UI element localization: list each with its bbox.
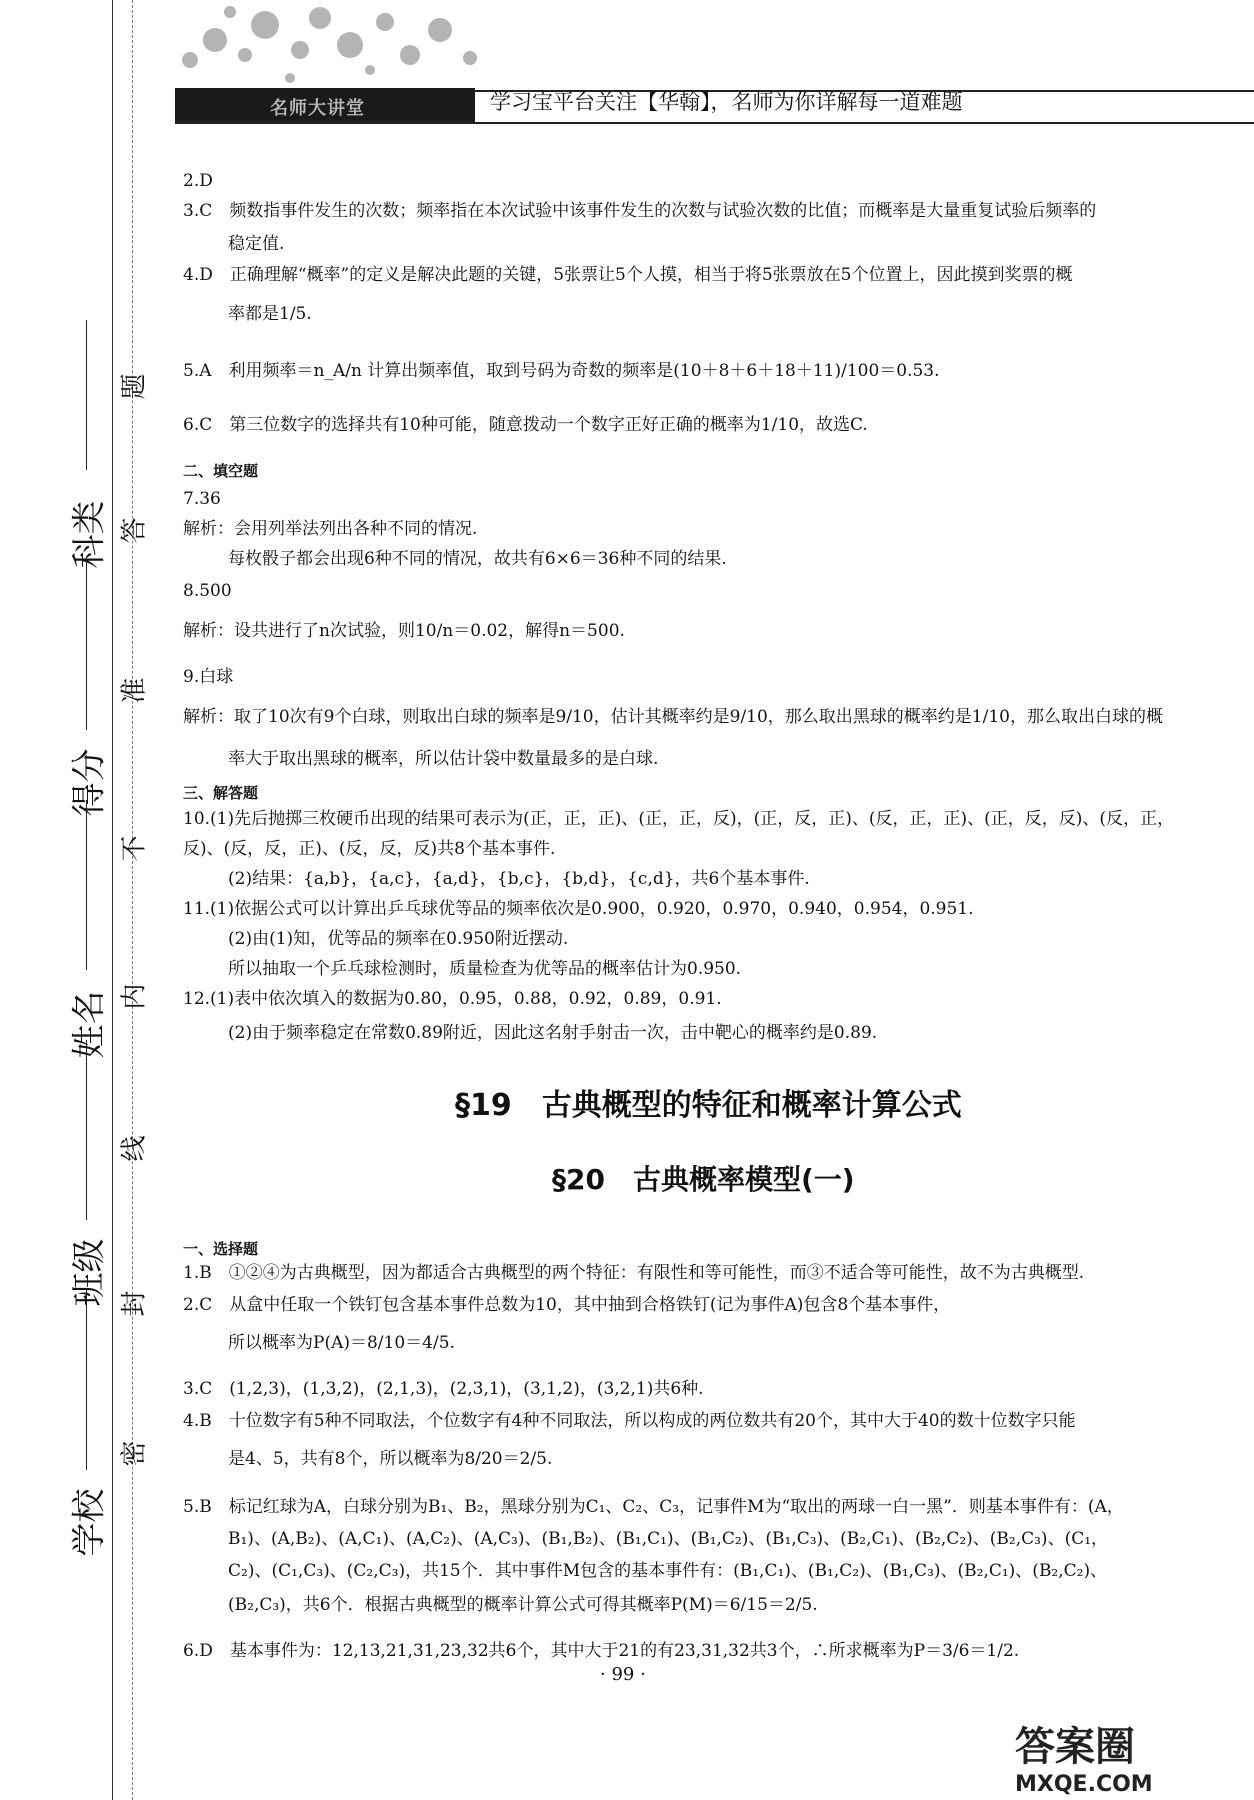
margin-label-name: 姓名: [69, 990, 110, 1059]
header-slogan: 学习宝平台关注【华翰】，名师为你详解每一道难题: [490, 90, 963, 114]
answer-line: 率大于取出黑球的概率，所以估计袋中数量最多的是白球.: [228, 749, 659, 769]
fill-line: [86, 1290, 87, 1470]
seal-char: 答: [119, 517, 150, 544]
answer-line: 3.C 频数指事件发生的次数；频率指在本次试验中该事件发生的次数与试验次数的比值；而概率是大量重复试验后频率的: [183, 201, 1097, 221]
answer-line: 5.A 利用频率＝n_A/n 计算出频率值，取到号码为奇数的频率是(10＋8＋6＋18＋11)/100＝0.53.: [183, 361, 940, 381]
answer-line: (B₂,C₃)，共6个．根据古典概型的概率计算公式可得其概率P(M)＝6/15＝2/5.: [228, 1595, 818, 1615]
answer-line: 率都是1/5.: [228, 304, 312, 324]
seal-char: 准: [119, 677, 150, 704]
answer-line: 3.C (1,2,3)，(1,3,2)，(2,1,3)，(2,3,1)，(3,1,2)，(3,2,1)共6种.: [183, 1379, 704, 1399]
seal-char: 密: [119, 1440, 150, 1467]
margin-label-class: 班级: [69, 1238, 110, 1307]
seal-char: 不: [119, 835, 150, 862]
watermark-title: 答案圈: [1015, 1724, 1135, 1770]
margin-border: [112, 0, 113, 1800]
watermark-url: MXQE.COM: [1015, 1772, 1153, 1797]
seal-char: 题: [119, 373, 150, 400]
header-logo-text: 名师大讲堂: [270, 98, 365, 119]
answer-line: 4.D 正确理解“概率”的定义是解决此题的关键，5张票让5个人摸，相当于将5张票放在5个位置上，因此摸到奖票的概: [183, 265, 1073, 285]
answer-line: 12.(1)表中依次填入的数据为0.80，0.95，0.88，0.92，0.89，0.91.: [183, 989, 722, 1009]
page-number: · 99 ·: [600, 1664, 646, 1685]
answer-line: 1.B ①②④为古典概型，因为都适合古典概型的两个特征：有限性和等可能性，而③不适合等可能性，故不为古典概型.: [183, 1263, 1085, 1283]
fill-line: [86, 1040, 87, 1220]
fill-line: [86, 320, 87, 470]
margin-label-subject: 科类: [69, 500, 110, 569]
answer-line: 反)、(反，反，正)、(反，反，反)共8个基本事件.: [183, 839, 556, 859]
section-heading: 一、选择题: [183, 1240, 259, 1258]
answer-line: 4.B 十位数字有5种不同取法，个位数字有4种不同取法，所以构成的两位数共有20个，其中大于40的数十位数字只能: [183, 1411, 1076, 1431]
answer-line: 9.白球: [183, 667, 234, 687]
answer-line: 所以概率为P(A)＝8/10＝4/5.: [228, 1333, 455, 1353]
watermark: [1015, 1715, 1245, 1795]
answer-line: 解析：设共进行了n次试验，则10/n＝0.02，解得n＝500.: [183, 621, 625, 641]
fill-line: [86, 800, 87, 970]
answer-line: (2)结果：{a,b}，{a,c}，{a,d}，{b,c}，{b,d}，{c,d}，共6个基本事件.: [228, 869, 810, 889]
answer-line: 稳定值.: [228, 234, 285, 254]
seal-char: 线: [119, 1135, 150, 1162]
answer-line: 2.D: [183, 171, 213, 191]
seal-char: 内: [119, 983, 150, 1010]
section-title-20: §20 古典概率模型(一): [552, 1163, 855, 1196]
answer-line: 5.B 标记红球为A，白球分别为B₁、B₂，黑球分别为C₁、C₂、C₃，记事件M为“取出的两球一白一黑”．则基本事件有：(A，: [183, 1497, 1124, 1517]
answer-line: 解析：取了10次有9个白球，则取出白球的频率是9/10，估计其概率约是9/10，那么取出黑球的概率约是1/10，那么取出白球的概: [183, 707, 1163, 727]
answer-line: (2)由于频率稳定在常数0.89附近，因此这名射手射击一次，击中靶心的概率约是0.89.: [228, 1023, 878, 1043]
answer-line: 解析：会用列举法列出各种不同的情况.: [183, 519, 478, 539]
answer-line: 11.(1)依据公式可以计算出乒乓球优等品的频率依次是0.900，0.920，0.970，0.940，0.954，0.951.: [183, 899, 974, 919]
answer-line: C₂)、(C₁,C₃)、(C₂,C₃)，共15个．其中事件M包含的基本事件有：(B₁,C₁)、(B₁,C₂)、(B₁,C₃)、(B₂,C₁)、(B₂,C₂)、: [228, 1561, 1108, 1581]
answer-line: 6.D 基本事件为：12,13,21,31,23,32共6个，其中大于21的有23,31,32共3个，∴所求概率为P＝3/6＝1/2.: [183, 1641, 1020, 1661]
answer-line: 7.36: [183, 489, 221, 509]
answer-line: 是4、5，共有8个，所以概率为8/20＝2/5.: [228, 1449, 553, 1469]
header-decoration: [170, 0, 500, 88]
section-heading: 二、填空题: [183, 462, 259, 480]
answer-line: 每枚骰子都会出现6种不同的情况，故共有6×6＝36种不同的结果.: [228, 549, 727, 569]
seal-line: [132, 0, 133, 1800]
seal-char: 封: [119, 1290, 150, 1317]
fill-line: [86, 560, 87, 730]
answer-line: 8.500: [183, 581, 232, 601]
answer-line: 6.C 第三位数字的选择共有10种可能，随意拨动一个数字正好正确的概率为1/10，故选C.: [183, 415, 868, 435]
section-title-19: §19 古典概型的特征和概率计算公式: [455, 1088, 962, 1123]
answer-line: (2)由(1)知，优等品的频率在0.950附近摆动.: [228, 929, 569, 949]
answer-line: 10.(1)先后抛掷三枚硬币出现的结果可表示为(正，正，正)、(正，正，反)，(正，反，正)、(反，正，正)、(正，反，反)、(反，正，: [183, 809, 1175, 829]
answer-line: 所以抽取一个乒乓球检测时，质量检查为优等品的概率估计为0.950.: [228, 959, 742, 979]
answer-line: 2.C 从盒中任取一个铁钉包含基本事件总数为10，其中抽到合格铁钉(记为事件A)包含8个基本事件，: [183, 1295, 951, 1315]
section-heading: 三、解答题: [183, 784, 259, 802]
margin-label-score: 得分: [69, 748, 110, 817]
margin-label-school: 学校: [69, 1488, 110, 1557]
answer-line: B₁)、(A,B₂)、(A,C₁)、(A,C₂)、(A,C₃)、(B₁,B₂)、(B₁,C₁)、(B₁,C₂)、(B₁,C₃)、(B₂,C₁)、(B₂,C₂)、(B₂,C₃)、(C₁，: [228, 1529, 1109, 1549]
